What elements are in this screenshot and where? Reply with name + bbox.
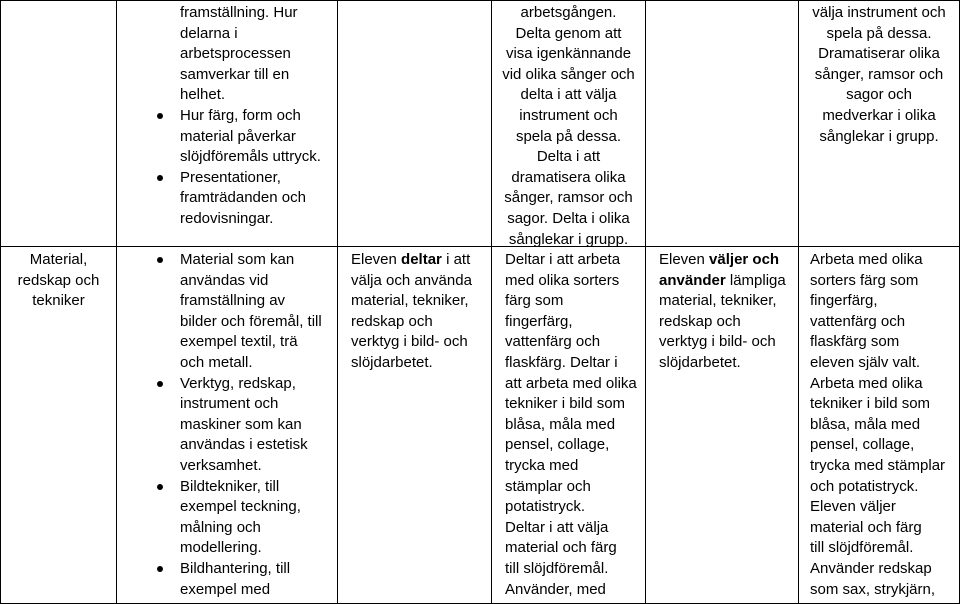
list-item: Bildtekniker, till exempel teckning, målning och modellering. xyxy=(180,477,322,559)
list-item: Presentationer, framträdanden och redovisningar. xyxy=(180,168,321,230)
row1-assessment-cell: arbetsgången. Delta genom att visa igenkännande vid olika sånger och delta i att välja instrument och spela på dessa. Delta i att dramatisera olika sånger, ramsor och sagor. Delta i olika sånglekar i grupp. xyxy=(502,4,635,248)
bullet-icon xyxy=(157,381,163,387)
row1-bullet-list xyxy=(180,106,321,230)
row2-bullet-list xyxy=(180,250,322,600)
col-divider-2 xyxy=(337,0,338,604)
row1-content-text: framställning. Hur delarna i arbetsprocessen samverkar till en helhet. xyxy=(180,4,298,104)
row2-assessment-cell: Deltar i att arbeta med olika sorters färg som fingerfärg, vattenfärg och flaskfärg. Deltar i att arbeta med olika tekniker i bild som blåsa, måla med pensel, collage, trycka med stämplar och potatistryck. Deltar i att välja material och färg till slöjdföremål. Använder, med xyxy=(505,251,637,598)
bullet-icon xyxy=(157,175,163,181)
row2-content-cell xyxy=(180,250,322,600)
bullet-icon xyxy=(157,113,163,119)
col-divider-4 xyxy=(645,0,646,604)
row2-criteria-cell: Eleven deltar i att välja och använda material, tekniker, redskap och verktyg i bild- och slöjdarbetet. xyxy=(351,251,472,371)
row-divider xyxy=(0,246,960,247)
table-top-border xyxy=(0,0,960,1)
list-item: Hur färg, form och material påverkar slöjdföremåls uttryck. xyxy=(180,106,321,168)
bullet-icon xyxy=(157,257,163,263)
row2-grade-cell: Arbeta med olika sorters färg som fingerfärg, vattenfärg och flaskfärg som eleven själv valt. Arbeta med olika tekniker i bild som blåsa, måla med pensel, collage, trycka med stämplar och potatistryck. Eleven väljer material och färg till slöjdföremål. Använder redskap som sax, strykjärn, xyxy=(810,251,946,598)
bullet-icon xyxy=(157,484,163,490)
col-divider-1 xyxy=(116,0,117,604)
row2-criteria2-cell: Eleven väljer och använder lämpliga material, tekniker, redskap och verktyg i bild- och slöjdarbetet. xyxy=(659,251,786,371)
list-item: Bildhantering, till exempel med xyxy=(180,559,322,600)
list-item: Material som kan användas vid framställning av bilder och föremål, till exempel textil, trä och metall. xyxy=(180,250,322,374)
criteria2-first-line: Eleven väljer och xyxy=(659,251,780,268)
row2-heading-cell: Material, redskap och tekniker xyxy=(17,251,100,310)
bullet-icon xyxy=(157,566,163,572)
row1-content-cell xyxy=(180,3,321,230)
row1-grade-cell: välja instrument och spela på dessa. Dramatiserar olika sånger, ramsor och sagor och medverkar i olika sånglekar i grupp. xyxy=(812,4,946,145)
list-item: Verktyg, redskap, instrument och maskiner som kan användas i estetisk verksamhet. xyxy=(180,374,322,477)
criteria2-second-line: använder lämpliga xyxy=(659,271,786,289)
criteria-first-line: Eleven deltar i att xyxy=(351,251,471,268)
